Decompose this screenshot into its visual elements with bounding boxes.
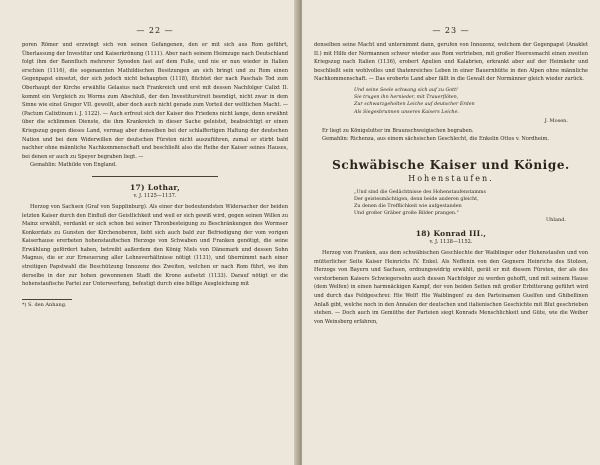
poem-line: Als Siegesbrunnen unseres Kaisers Leiche. [354, 109, 459, 115]
motto-line: Der geistesmächtigen, denn beide anderen gleicht, [354, 196, 479, 202]
motto-author: Uhland. [545, 216, 566, 223]
section-heading-lothar: 17) Lothar, [130, 182, 180, 192]
motto-block [354, 189, 588, 217]
poem-line: Zur schwarzgeholten Leiche auf deutscher Erden [354, 102, 475, 108]
right-page [302, 0, 600, 465]
section-dates-lothar: v. J. 1125—1137. [133, 192, 177, 199]
motto-line: „Und sind die Gedächtnisse des Hohenstaufenstamms [354, 189, 486, 195]
left-gemahlin: Gemahlin: Mathilde von England. [30, 162, 117, 169]
poem-block [354, 87, 588, 116]
page-number-left: — 22 — [136, 26, 174, 35]
burial-note: Er liegt zu Königslutter im Braunschweigischen begraben. [322, 127, 474, 134]
section-heading-konrad: 18) Konrad III., [415, 228, 487, 238]
footnote-divider [22, 299, 72, 300]
right-paragraph-1: denselben seine Macht und unternimmt dann, gerufen von Innozenz, welchem der Gegenpapst (Anaklet II.) mit Hilfe der Normannen schwer wieder aus Rom vertrieben, mit großer Heeresmacht einen zweiten Kriegszug nach Italien (1136), erobert Apulien und Kalabrien, erkrankt aber auf der Heimkehr und beschließt sein wohlvolles und thatenreiches Leben in einer Bauernhütte in den Alpen ohne männliche Nachkommenschaft. — Das eroberte Land aber fällt in die Gewalt der Normänner gleich wieder zurück. [314, 42, 588, 83]
footnote: *) S. den Anhang. [22, 301, 67, 308]
motto-line: Zu denen die Trefflichkeit wie aufgestanden [354, 203, 462, 209]
right-gemahlin: Gemahlin: Richenza, aus einem sächsischen Geschlecht, die Enkelin Ottos v. Nordheim. [322, 136, 549, 143]
poem-line: Sie trugen ihn hernieder, mit Trauerflöten, [354, 95, 459, 101]
section-divider-left [92, 176, 218, 177]
poem-author: J. Mosen. [544, 117, 568, 124]
poem-line: Und seine Seele schwang sich auf zu Gott! [354, 87, 458, 93]
page-number-right: — 23 — [432, 26, 470, 35]
left-page [0, 0, 298, 465]
chapter-title: Schwäbische Kaiser und Könige. [332, 157, 570, 172]
motto-line: Und großer Gräber große Bilder prangen." [354, 210, 459, 216]
right-paragraph-2: Herzog von Franken, aus dem schwäbischen Geschlechte der Waiblinger oder Hohenstaufen und von mütterlicher Seite Kaiser Heinrichs IV. Enkel. Als Neffenin von den Gegnern Heinrichs des Stolzen, Herzogs von Bayern und Sachsen, ordnungswidrig erwählt, gerät er mit diesem Fürsten, der als des verstorbenen Kaisers Schwiegersohn auch dessen Nachfolger zu werden gehofft, und mit seinem Hause (dem Welfen) in einen harmnäckigen Kampf, der von beiden Seiten mit großer Erbitterung geführt wird und durch das Feldgeschrei: Hie Welf! Hie Waiblingen! zu den Parteinamen Guelfen und Ghibellinen Anlaß gibt, welche noch in den Annalen der deutschen und italienischen Geschichte mit Blut geschrieben stehen. — Doch auch im Gemüthe der Parteien siegt Konrads Menschlichkeit und Güte, wie die Weiber von Weinsberg erfahren, [314, 249, 588, 325]
chapter-subtitle: Hohenstaufen. [408, 173, 494, 183]
left-paragraph-2: Herzog von Sachsen (Graf von Supplinburg). Als einer der bedeutendsten Widersacher der beiden letzten Kaiser durch den Einfluß der Geistlichkeit und weil er sich gewiß wird, gegen seinen Willen zu Mainz erwählt, verdankt er sich schon bei seiner Thronbesteigung zu Beschränkungen des Wormser Konkordats zu Gunsten der Kirchenoberen, liebt sich auch bald zur Befriedigung der vom vorigen Kaiserhause ererbeten hohenstaufischen Herzoge von Schwaben und Franken genötigt, die seine Erwählung gefördert haben, betreibt außerdem den König Niels von Dänemark und dessen Sohn Magnus, die er zur Erneuerung aller Lehnsverhältnisse nötigt (1131), und übernimmt nach einer streitigen Papstwahl die Beschützung Innozenz des Zweiten, welchen er nach Rom führt, wo ihm derselbe in der zur hohen gewonnenen Stadt die Krone aufsetzt (1133). Darauf nötigt er die hohenstaufische Partei zur Unterwerfung, befestigt durch eine billige Ausgleichung mit [22, 203, 288, 288]
left-paragraph-1: poren Römer und erzwingt sich von seinen Gefangenen, den er mit sich aus Rom geführt, Überlassung der Investitur und Kaiserkrönung (1111). Aber nach seinem Heimzuge nach Deutschland folgt ihm der Bannfluch mehrerer Synoden fast auf dem Fuße, und nie er nun wieder in Italien erschien (1116), die sogenannten Mathildischen Besitzungen an sich bringt und zu Rom einen Gegenpapst einsetzt, der sich jedoch nicht behaupten (1118), flüchtet der nach Paschals Tod zum Oberhaupt der Kirche erwählte Gelasius nach Frankreich und erst mit dessen Nachfolger Calixt II. kommt ein Vergleich zu Worms zum Abschluß, der den Investiturstreit beendigt, nicht zwar in dem Sinne wie einst Gregor VII. gewollt, aber doch auch nicht gerade zum Vorteil der weltlichen Macht. — (Pactum Calixtinum i. J. 1122). — Auch erfreut sich der Kaiser des Friedens nicht lange, denn erwähnt über die schlimmen Dienste, die ihm Krankreich in dieser Sache geleistet, beabsichtigt er einen Kriegszug gegen dieses Land, vermag aber denselben bei der schlaffertigen Haltung der deutschen Nation und bei dem Widerwillen der deutschen Fürsten nicht auszuführen, zumal er stirbt bald nachher ohne männliche Nachkommenschaft und beschließt also die Reihe der Kaiser seines Hauses, bei denen er auch zu Speyer begraben liegt. — [22, 42, 288, 160]
section-dates-konrad: v. J. 1138—1152. [429, 238, 473, 245]
